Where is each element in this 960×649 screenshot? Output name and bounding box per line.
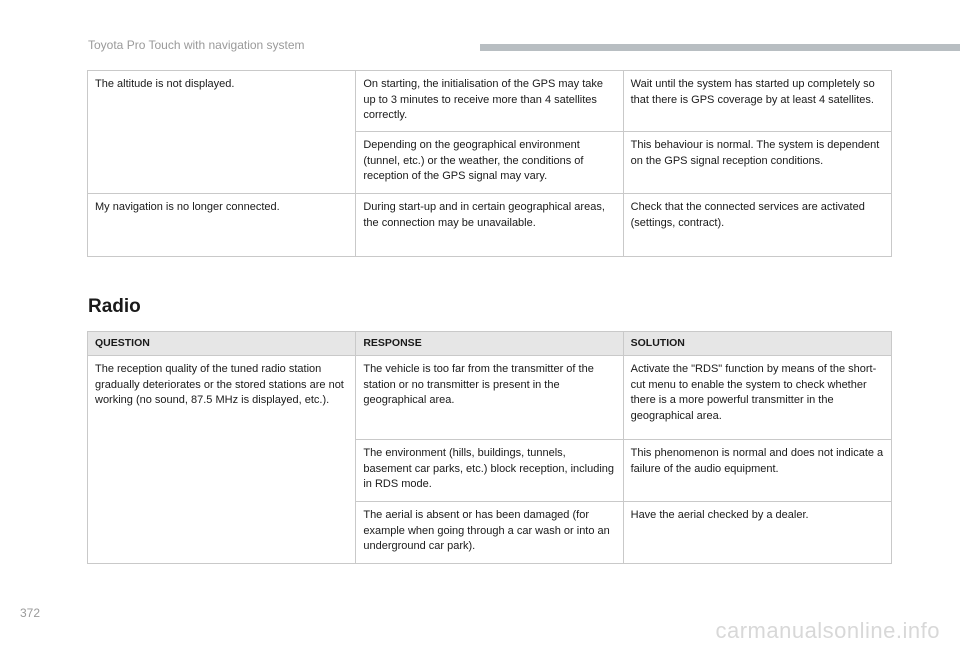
solution-cell: Have the aerial checked by a dealer. xyxy=(623,502,891,564)
table-row xyxy=(88,194,892,257)
gps-troubleshooting-table xyxy=(87,70,892,257)
response-cell: The vehicle is too far from the transmitter of the station or no transmitter is present in the geographical area. xyxy=(356,356,623,440)
column-header-question: QUESTION xyxy=(88,332,356,356)
column-header-response: RESPONSE xyxy=(356,332,623,356)
solution-cell: Check that the connected services are activated (settings, contract). xyxy=(623,194,891,257)
table-header-row xyxy=(88,332,892,356)
solution-cell: Activate the "RDS" function by means of the short-cut menu to enable the system to check whether there is a more powerful transmitter in the geographical area. xyxy=(623,356,891,440)
question-cell: The reception quality of the tuned radio station gradually deteriorates or the stored stations are not working (no sound, 87.5 MHz is displayed, etc.). xyxy=(88,356,356,564)
section-title: Radio xyxy=(88,296,141,317)
radio-troubleshooting-table xyxy=(87,331,892,564)
watermark: carmanualsonline.info xyxy=(715,618,940,643)
question-cell: My navigation is no longer connected. xyxy=(88,194,356,257)
solution-cell: Wait until the system has started up completely so that there is GPS coverage by at least 4 satellites. xyxy=(623,71,891,132)
cause-cell: On starting, the initialisation of the GPS may take up to 3 minutes to receive more than 4 satellites correctly. xyxy=(356,71,623,132)
response-cell: The environment (hills, buildings, tunnels, basement car parks, etc.) block reception, including in RDS mode. xyxy=(356,440,623,502)
solution-cell: This phenomenon is normal and does not indicate a failure of the audio equipment. xyxy=(623,440,891,502)
header-decorative-bar xyxy=(480,44,960,51)
solution-cell: This behaviour is normal. The system is dependent on the GPS signal reception conditions. xyxy=(623,132,891,194)
table-row xyxy=(88,356,892,440)
page-number: 372 xyxy=(20,606,41,620)
column-header-solution: SOLUTION xyxy=(623,332,891,356)
cause-cell: Depending on the geographical environment (tunnel, etc.) or the weather, the conditions of reception of the GPS signal may vary. xyxy=(356,132,623,194)
response-cell: The aerial is absent or has been damaged (for example when going through a car wash or into an underground car park). xyxy=(356,502,623,564)
table-row xyxy=(88,71,892,132)
question-cell: The altitude is not displayed. xyxy=(88,71,356,194)
cause-cell: During start-up and in certain geographical areas, the connection may be unavailable. xyxy=(356,194,623,257)
running-header-title: Toyota Pro Touch with navigation system xyxy=(88,38,305,52)
